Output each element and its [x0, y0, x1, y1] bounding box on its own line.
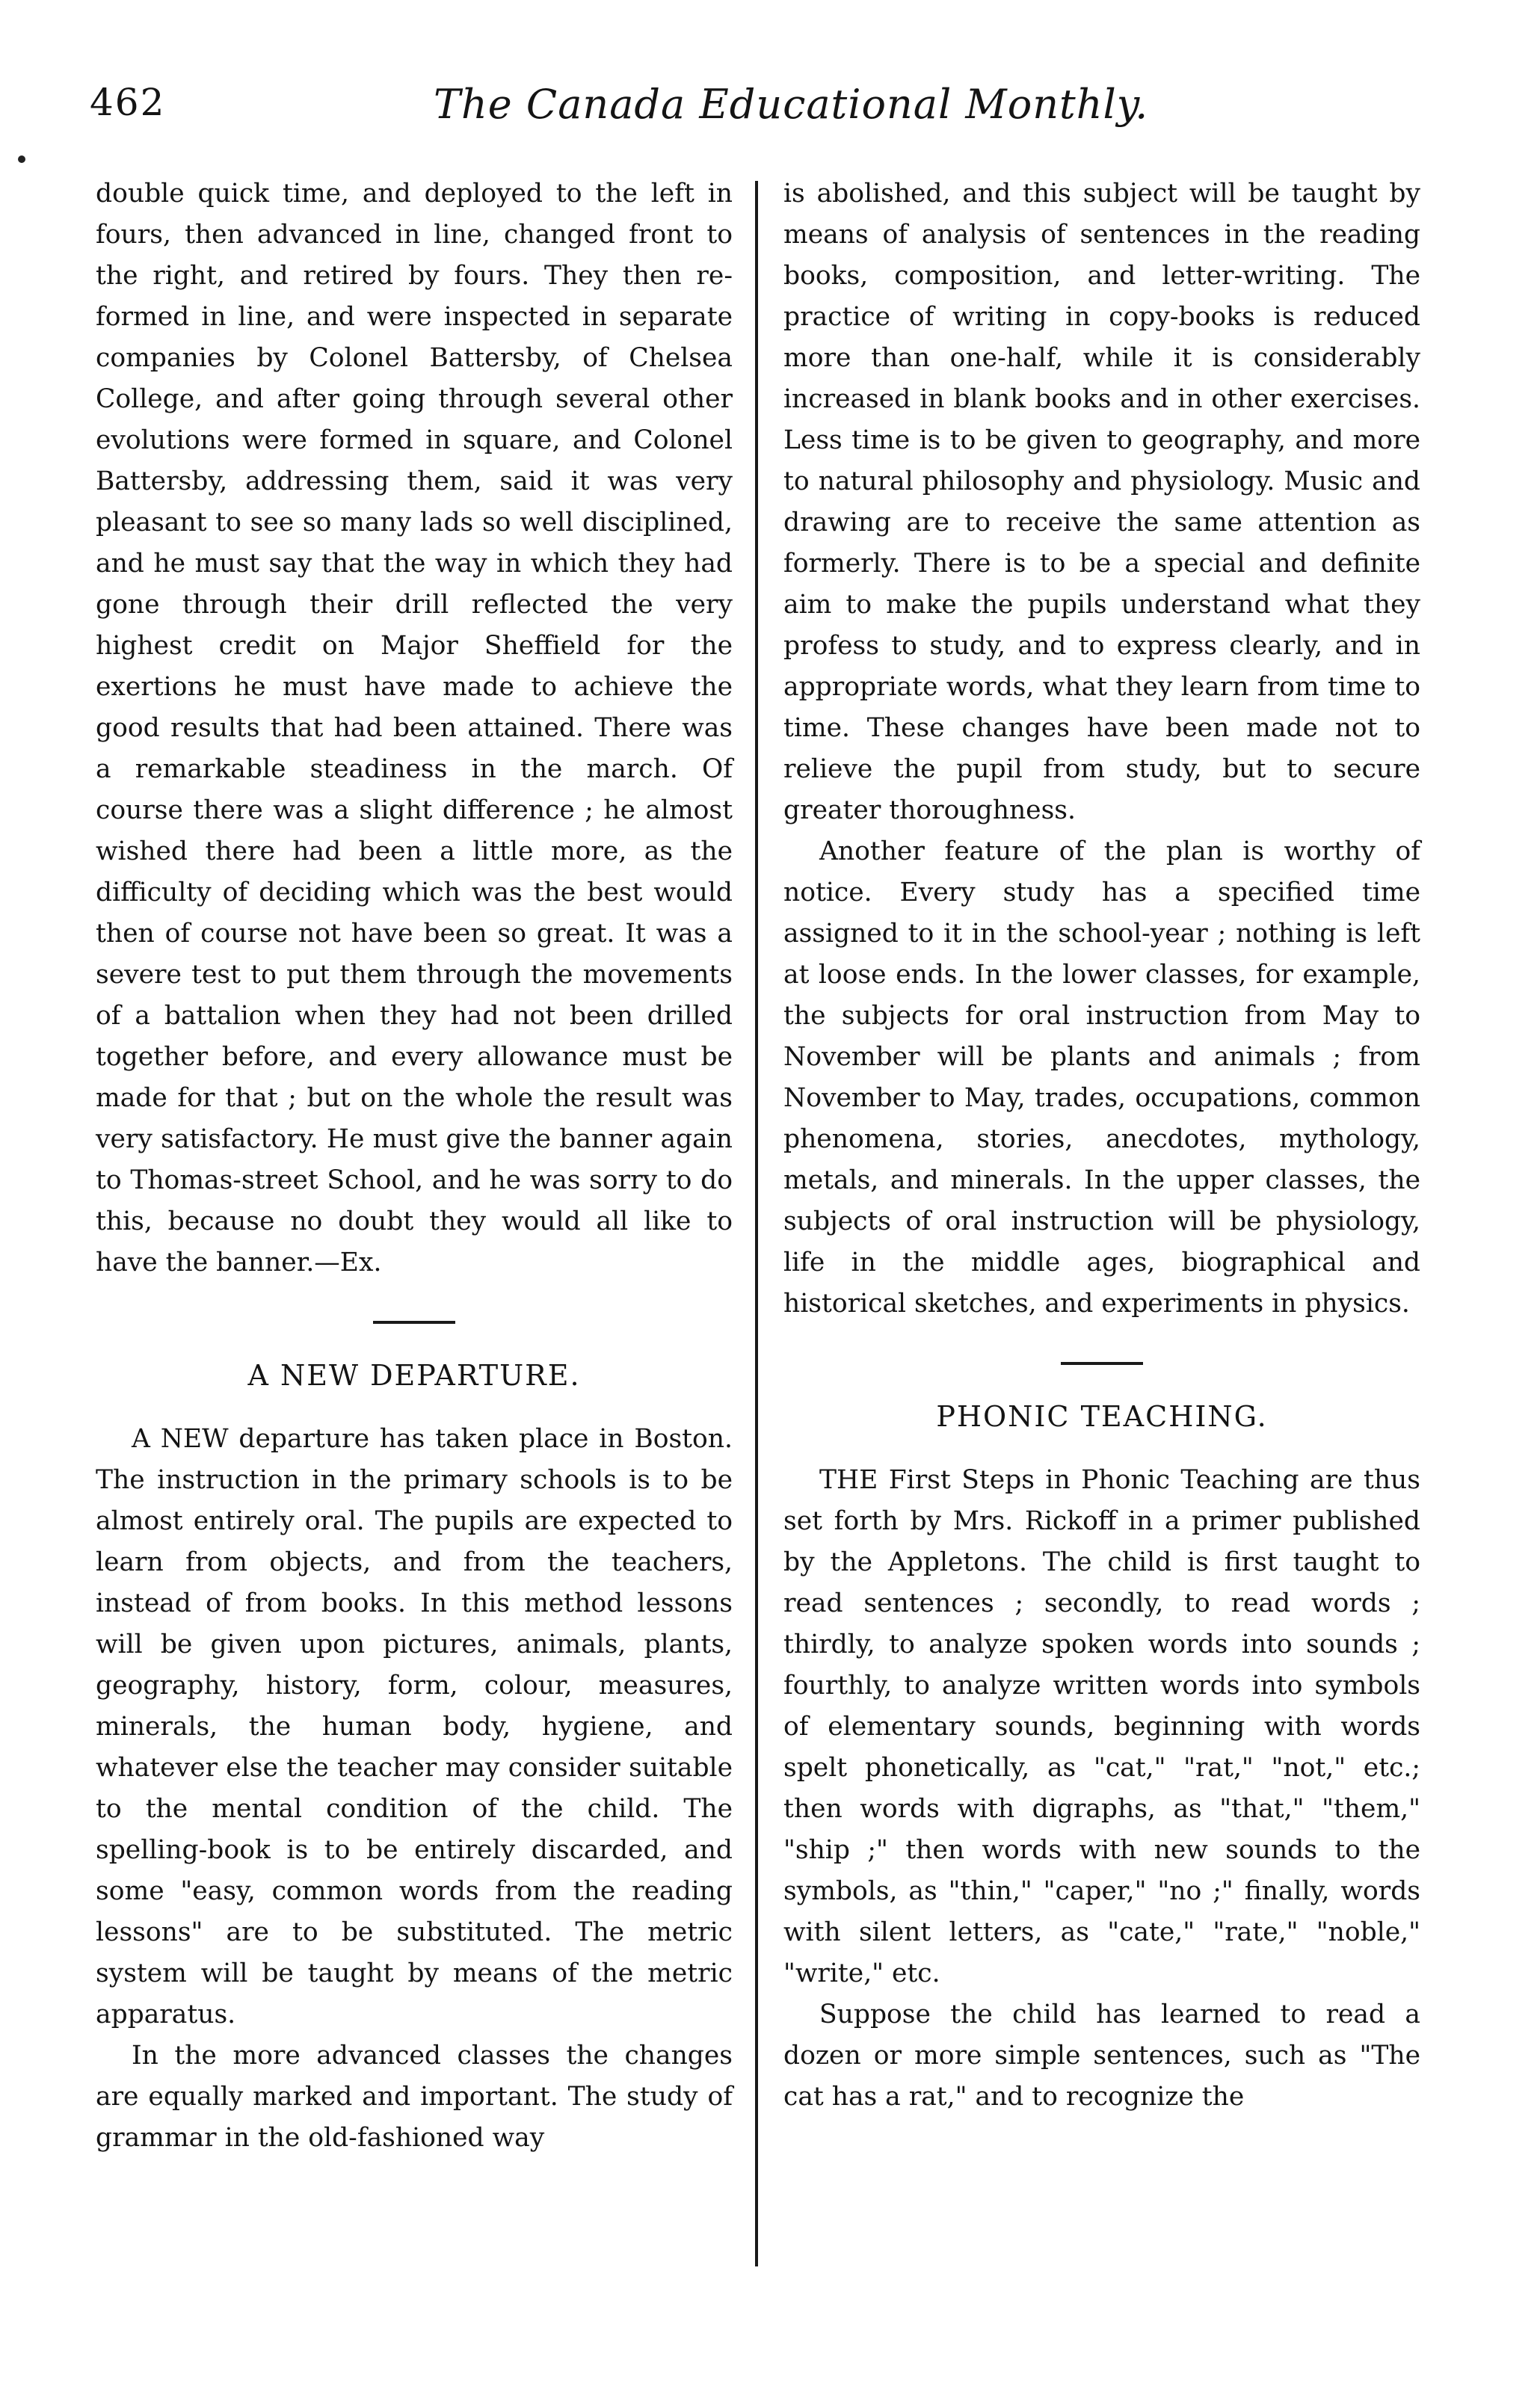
- article-paragraph: Another feature of the plan is worthy of notice. Every study has a specified time assigned to it in the school-year ; nothing is left at loose ends. In the lower classes, for example, the subjects for oral instruction from May to November will be plants and animals ; from November to May, trades, occupations, common phenomena, stories, anecdotes, mythology, metals, and minerals. In the upper classes, the subjects of oral instruction will be physiology, life in the middle ages, biographical and historical sketches, and experiments in physics.: [783, 836, 1420, 1319]
- section-divider: [373, 1321, 455, 1324]
- article-paragraph: THE First Steps in Phonic Teaching are thus set forth by Mrs. Rickoff in a primer published by the Appletons. The child is first taught to read sentences ; secondly, to read words ; thirdly, to analyze spoken words into sounds ; fourthly, to analyze written words into symbols of elementary sounds, beginning with words spelt phonetically, as "cat," "rat," "not," etc.; then words with digraphs, as "that," "them," "ship ;" then words with new sounds to the symbols, as "thin," "caper," "no ;" finally, words with silent letters, as "cate," "rate," "noble," "write," etc.: [783, 1465, 1420, 1988]
- running-title: The Canada Educational Monthly.: [434, 81, 1149, 128]
- column-divider: [755, 181, 758, 2266]
- section-heading-new-departure: A NEW DEPARTURE.: [247, 1359, 581, 1392]
- stray-mark: [18, 155, 25, 163]
- right-column: [783, 173, 1420, 2118]
- left-column: [96, 173, 733, 2159]
- article-paragraph: Suppose the child has learned to read a dozen or more simple sentences, such as "The cat has a rat," and to recognize the: [783, 2000, 1420, 2112]
- continued-paragraph: is abolished, and this subject will be taught by means of analysis of sentences in the reading books, composition, and letter-writing. The practice of writing in copy-books is reduced more than one-half, while it is considerably increased in blank books and in other exercises. Less time is to be given to geography, and more to natural philosophy and physiology. Music and drawing are to receive the same attention as formerly. There is to be a special and definite aim to make the pupils understand what they profess to study, and to express clearly, and in appropriate words, what they learn from time to time. These changes have been made not to relieve the pupil from study, but to secure greater thoroughness.: [783, 179, 1420, 825]
- section-heading-phonic-teaching: PHONIC TEACHING.: [936, 1400, 1268, 1433]
- article-paragraph: A NEW departure has taken place in Boston. The instruction in the primary schools is to be almost entirely oral. The pupils are expected to learn from objects, and from the teachers, instead of from books. In this method lessons will be given upon pictures, animals, plants, geography, history, form, colour, measures, minerals, the human body, hygiene, and whatever else the teacher may consider suitable to the mental condition of the child. The spelling-book is to be entirely discarded, and some "easy, common words from the reading lessons" are to be substituted. The metric system will be taught by means of the metric apparatus.: [96, 1424, 733, 2029]
- page-number: 462: [90, 81, 166, 124]
- article-paragraph: In the more advanced classes the changes are equally marked and important. The study of grammar in the old-fashioned way: [96, 2041, 733, 2153]
- continued-paragraph: double quick time, and deployed to the left in fours, then advanced in line, changed front to the right, and retired by fours. They then re-formed in line, and were inspected in separate companies by Colonel Battersby, of Chelsea College, and after going through several other evolutions were formed in square, and Colonel Battersby, addressing them, said it was very pleasant to see so many lads so well disciplined, and he must say that the way in which they had gone through their drill reflected the very highest credit on Major Sheffield for the exertions he must have made to achieve the good results that had been attained. There was a remarkable steadiness in the march. Of course there was a slight difference ; he almost wished there had been a little more, as the difficulty of deciding which was the best would then of course not have been so great. It was a severe test to put them through the movements of a battalion when they had not been drilled together before, and every allowance must be made for that ; but on the whole the result was very satisfactory. He must give the banner again to Thomas-street School, and he was sorry to do this, because no doubt they would all like to have the banner.—Ex.: [96, 179, 733, 1277]
- section-divider: [1061, 1362, 1143, 1365]
- running-header: [90, 81, 1435, 141]
